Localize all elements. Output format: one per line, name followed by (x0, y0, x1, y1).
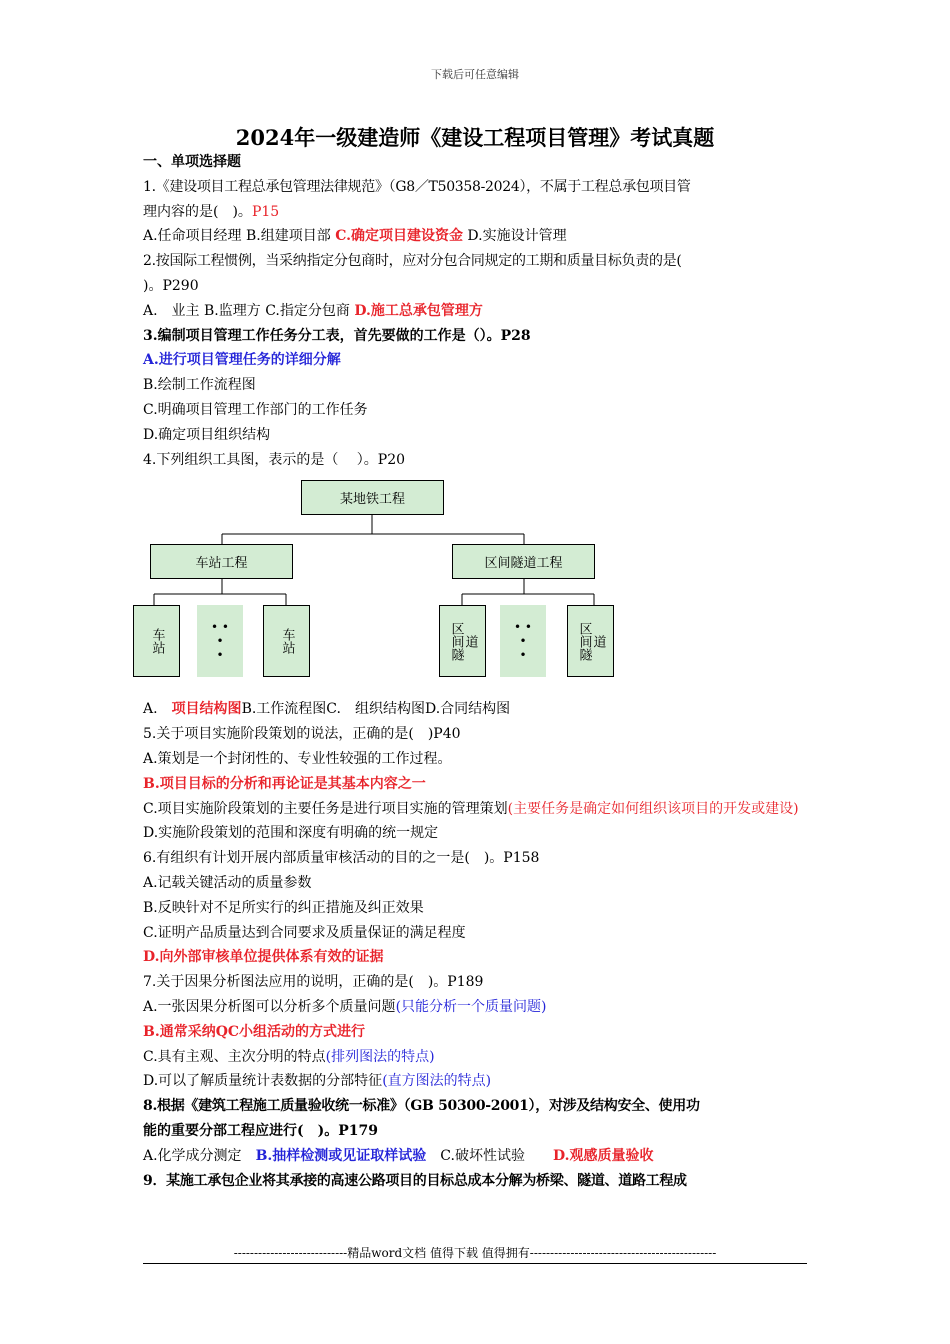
q4-structure-diagram (143, 472, 811, 697)
ellipsis-dots: • • • • (211, 620, 229, 663)
q7-option-c (143, 1045, 811, 1070)
leaf-tunnel-ellipsis (500, 605, 546, 677)
q5-option-b-answer: B.项目目标的分析和再论证是其基本内容之一 (143, 775, 426, 792)
q8-stem-line1: 8.根据《建筑工程施工质量验收统一标准》（GB 50300-2001），对涉及结构安全、使用功 (143, 1098, 700, 1115)
q5-option-c-note: (主要任务是确定如何组织该项目的开发或建设) (507, 800, 799, 817)
q1-stem-text: 理内容的是( )。 (143, 203, 252, 220)
q5-option-a: A.策划是一个封闭性的、专业性较强的工作过程。 (143, 750, 452, 767)
q7-option-c-text: C.具有主观、主次分明的特点 (143, 1048, 326, 1065)
q4-option-a-prefix: A. (143, 701, 172, 718)
leaf-station-ellipsis (197, 605, 243, 677)
q1-option-a: A.任命项目经理 (143, 228, 242, 245)
page-header: 下载后可任意编辑 (431, 68, 519, 81)
q8-option-c: C.破坏性试验 (426, 1147, 553, 1164)
leaf-station-1 (133, 605, 180, 677)
ellipsis-dots-row: • • (211, 620, 229, 635)
q1-stem-line1: 1.《建设项目工程总承包管理法律规范》（G8／T50358-2024），不属于工程总承包项目管 (143, 178, 691, 195)
q2-option-d-answer: D.施工总承包管理方 (354, 302, 483, 319)
q1-options (143, 224, 811, 249)
page-title: 2024年一级建造师《建设工程项目管理》考试真题 (235, 125, 715, 150)
q1-option-c-answer: C.确定项目建设资金 (335, 228, 463, 245)
leaf-tunnel-1-col2: 道 (462, 634, 478, 648)
leaf-tunnel-1 (439, 605, 486, 677)
q5-option-c-text: C.项目实施阶段策划的主要任务是进行项目实施的管理策划 (143, 800, 508, 817)
leaf-tunnel-2-col2: 道 (590, 634, 606, 648)
q5-stem: 5.关于项目实施阶段策划的说法，正确的是( )P40 (143, 726, 461, 743)
q8-option-d-answer: D.观感质量验收 (552, 1147, 654, 1164)
q7-option-d-text: D.可以了解质量统计表数据的分部特征 (143, 1073, 383, 1090)
q6-option-c: C.证明产品质量达到合同要求及质量保证的满足程度 (143, 924, 466, 941)
q3-option-d: D.确定项目组织结构 (143, 426, 271, 443)
node-tunnel-works: 区间隧道工程 (452, 544, 595, 579)
q6-option-a: A.记载关键活动的质量参数 (143, 874, 312, 891)
q8-stem-line2: 能的重要分部工程应进行( )。P179 (143, 1122, 378, 1139)
footer-rule (143, 1263, 807, 1264)
q2-stem-line1: 2.按国际工程惯例，当采纳指定分包商时，应对分包合同规定的工期和质量目标负责的是( (143, 253, 682, 270)
q7-option-a-text: A.一张因果分析图可以分析多个质量问题 (143, 998, 396, 1015)
q8-option-a: A.化学成分测定 (143, 1147, 256, 1164)
q4-options (143, 697, 811, 722)
section-heading: 一、单项选择题 (143, 154, 241, 170)
leaf-tunnel-2-col1: 区间隧 (576, 621, 592, 661)
ellipsis-dots-row-2: • • (514, 620, 532, 635)
q7-option-c-note: (排列图法的特点) (325, 1048, 435, 1065)
q1-page-ref: P15 (251, 203, 280, 220)
q4-stem: 4.下列组织工具图，表示的是（ ）。P20 (143, 451, 406, 468)
q5-option-d: D.实施阶段策划的范围和深度有明确的统一规定 (143, 825, 439, 842)
leaf-tunnel-2 (567, 605, 614, 677)
q2-options (143, 299, 811, 324)
q9-stem: 9．某施工承包企业将其承接的高速公路项目的目标总成本分解为桥梁、隧道、道路工程成 (143, 1172, 687, 1189)
q2-stem-line2: )。P290 (143, 277, 199, 294)
q8-option-b: B.抽样检测或见证取样试验 (255, 1147, 427, 1164)
q8-options (143, 1144, 811, 1169)
q7-option-d-note: (直方图法的特点) (382, 1073, 492, 1090)
q3-option-a-answer: A.进行项目管理任务的详细分解 (143, 352, 341, 369)
leaf-station-2 (263, 605, 310, 677)
q1-option-b: B.组建项目部 (241, 228, 336, 245)
leaf-tunnel-1-col1: 区间隧 (448, 621, 464, 661)
q7-option-a-note: (只能分析一个质量问题) (395, 998, 547, 1015)
q1-stem-line2 (143, 200, 811, 225)
q7-stem: 7.关于因果分析图法应用的说明，正确的是( )。P189 (143, 974, 484, 991)
q3-option-c: C.明确项目管理工作部门的工作任务 (143, 401, 368, 418)
q7-option-b-answer: B.通常采纳QC小组活动的方式进行 (143, 1023, 366, 1040)
q7-option-a (143, 995, 811, 1020)
q2-options-abc: A. 业主 B.监理方 C.指定分包商 (143, 302, 355, 319)
q6-option-b: B.反映针对不足所实行的纠正措施及纠正效果 (143, 899, 424, 916)
q3-option-b: B.绘制工作流程图 (143, 377, 256, 394)
node-root: 某地铁工程 (301, 480, 444, 515)
q3-stem: 3.编制项目管理工作任务分工表，首先要做的工作是（）。P28 (143, 327, 531, 344)
leaf-station-2-label: 车站 (279, 628, 295, 655)
q7-option-d (143, 1069, 811, 1094)
q4-option-a-answer: 项目结构图 (171, 701, 242, 718)
ellipsis-dots-2: • • • • (514, 620, 532, 663)
leaf-station-1-label: 车站 (149, 628, 165, 655)
q6-option-d-answer: D.向外部审核单位提供体系有效的证据 (143, 949, 384, 966)
q6-stem: 6.有组织有计划开展内部质量审核活动的目的之一是( )。P158 (143, 850, 540, 867)
q4-options-rest: B.工作流程图C. 组织结构图D.合同结构图 (241, 701, 511, 718)
q5-option-c (143, 797, 811, 822)
node-station-works: 车站工程 (150, 544, 293, 579)
page-footer: ----------------------------精品word文档 值得下载 值得拥有---------------------------------------------- (233, 1246, 717, 1260)
document-body (143, 150, 811, 1193)
q1-option-d: D.实施设计管理 (462, 228, 567, 245)
